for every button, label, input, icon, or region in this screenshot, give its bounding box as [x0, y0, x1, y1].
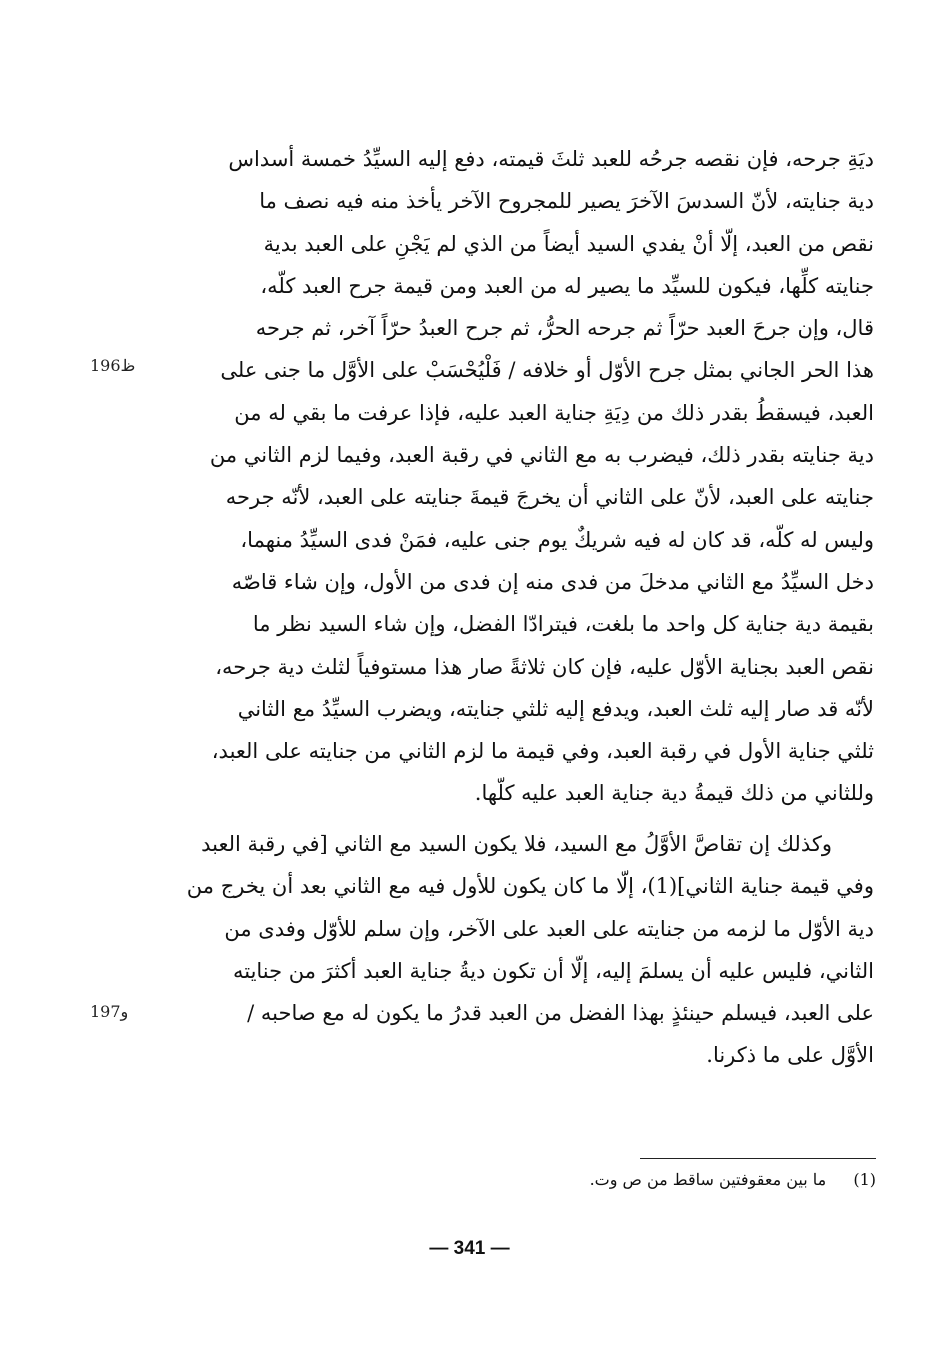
text-line: قال، وإن جرحَ العبد حرّاً ثم جرحه الحرُّ، ثم جرح العبدُ حرّاً آخر، ثم جرحه	[255, 316, 874, 341]
text-line: نقص من العبد، إلّا أنْ يفدي السيد أيضاً من الذي لم يَجْنِ على العبد بدية	[263, 231, 874, 256]
text-line: وليس له كلّه، قد كان له فيه شريكٌ يوم جنى عليه، فمَنْ فدى السيِّدُ منهما،	[240, 527, 874, 552]
manuscript-folio-ref: 196ظ	[90, 356, 136, 375]
text-line: العبد، فيسقطُ بقدر ذلك من دِيَةِ جناية العبد عليه، فإذا عرفت ما بقي له من	[234, 400, 874, 425]
footnote	[400, 1170, 876, 1189]
text-line: لأنّه قد صار إليه ثلث العبد، ويدفع إليه ثلثي جنايته، ويضرب السيِّدُ مع الثاني	[237, 696, 874, 721]
text-line: دخل السيِّدُ مع الثاني مدخلَ من فدى منه إن فدى من الأول، وإن شاء قاصّه	[231, 569, 874, 594]
page-number: — 341 —	[429, 1238, 510, 1259]
manuscript-folio-ref: 197و	[90, 1002, 129, 1021]
text-line: جنايته كلِّها، فيكون للسيِّد ما يصير له من العبد ومن قيمة جرح العبد كلّه،	[260, 273, 874, 298]
footnote-number: (1)	[853, 1170, 876, 1189]
text-line: هذا الحر الجاني بمثل جرح الأوّل أو خلافه / فَلْيُحْسَبْ على الأوَّل ما جنى على	[220, 358, 874, 383]
text-line: وفي قيمة جناية الثاني](1)، إلّا ما كان يكون للأول فيه مع الثاني بعد أن يخرج من	[186, 874, 874, 899]
text-line: دية الأوّل ما لزمه من جنايته على العبد على الآخر، وإن سلم للأوّل وفدى من	[224, 916, 874, 941]
text-line: بقيمة دية جناية كل واحد ما بلغت، فيترادّا الفضل، وإن شاء السيد نظر ما	[252, 612, 874, 637]
text-line: دية جنايته بقدر ذلك، فيضرب به مع الثاني في رقبة العبد، وفيما لزم الثاني من	[209, 443, 874, 468]
paragraph-2	[156, 823, 874, 1077]
paragraph-1	[156, 138, 874, 815]
text-line: على العبد، فيسلم حينئذٍ بهذا الفضل من العبد قدرُ ما يكون له مع صاحبه /	[247, 1001, 874, 1026]
footnote-text: ما بين معقوفتين ساقط من ص وت.	[589, 1170, 827, 1189]
text-line: وللثاني من ذلك قيمةُ دية جناية العبد عليه كلّها.	[474, 781, 874, 806]
text-line: نقص العبد بجناية الأوّل عليه، فإن كان ثلاثةً صار هذا مستوفياً لثلث دية جرحه،	[215, 654, 874, 679]
text-line: ثلثي جناية الأول في رقبة العبد، وفي قيمة ما لزم الثاني من جنايته على العبد،	[211, 739, 874, 764]
text-line: وكذلك إن تقاصَّ الأوَّلُ مع السيد، فلا يكون السيد مع الثاني [في رقبة العبد	[201, 832, 832, 856]
text-line: جنايته على العبد، لأنّ على الثاني أن يخرجَ قيمةَ جنايته على العبد، لأنّه جرحه	[225, 485, 874, 510]
text-line: الثاني، فليس عليه أن يسلمَ إليه، إلّا أن تكون ديةُ جناية العبد أكثرَ من جنايته	[232, 958, 874, 983]
text-line: ديَةِ جرحه، فإن نقصه جرحُه للعبد ثلثَ قيمته، دفع إليه السيِّدُ خمسة أسداس	[228, 147, 874, 171]
text-line: الأوَّل على ما ذكرنا.	[706, 1043, 874, 1068]
footnote-divider	[640, 1158, 876, 1159]
text-line: دية جنايته، لأنّ السدسَ الآخرَ يصير للمجروح الآخر يأخذ منه فيه نصف ما	[259, 189, 874, 214]
